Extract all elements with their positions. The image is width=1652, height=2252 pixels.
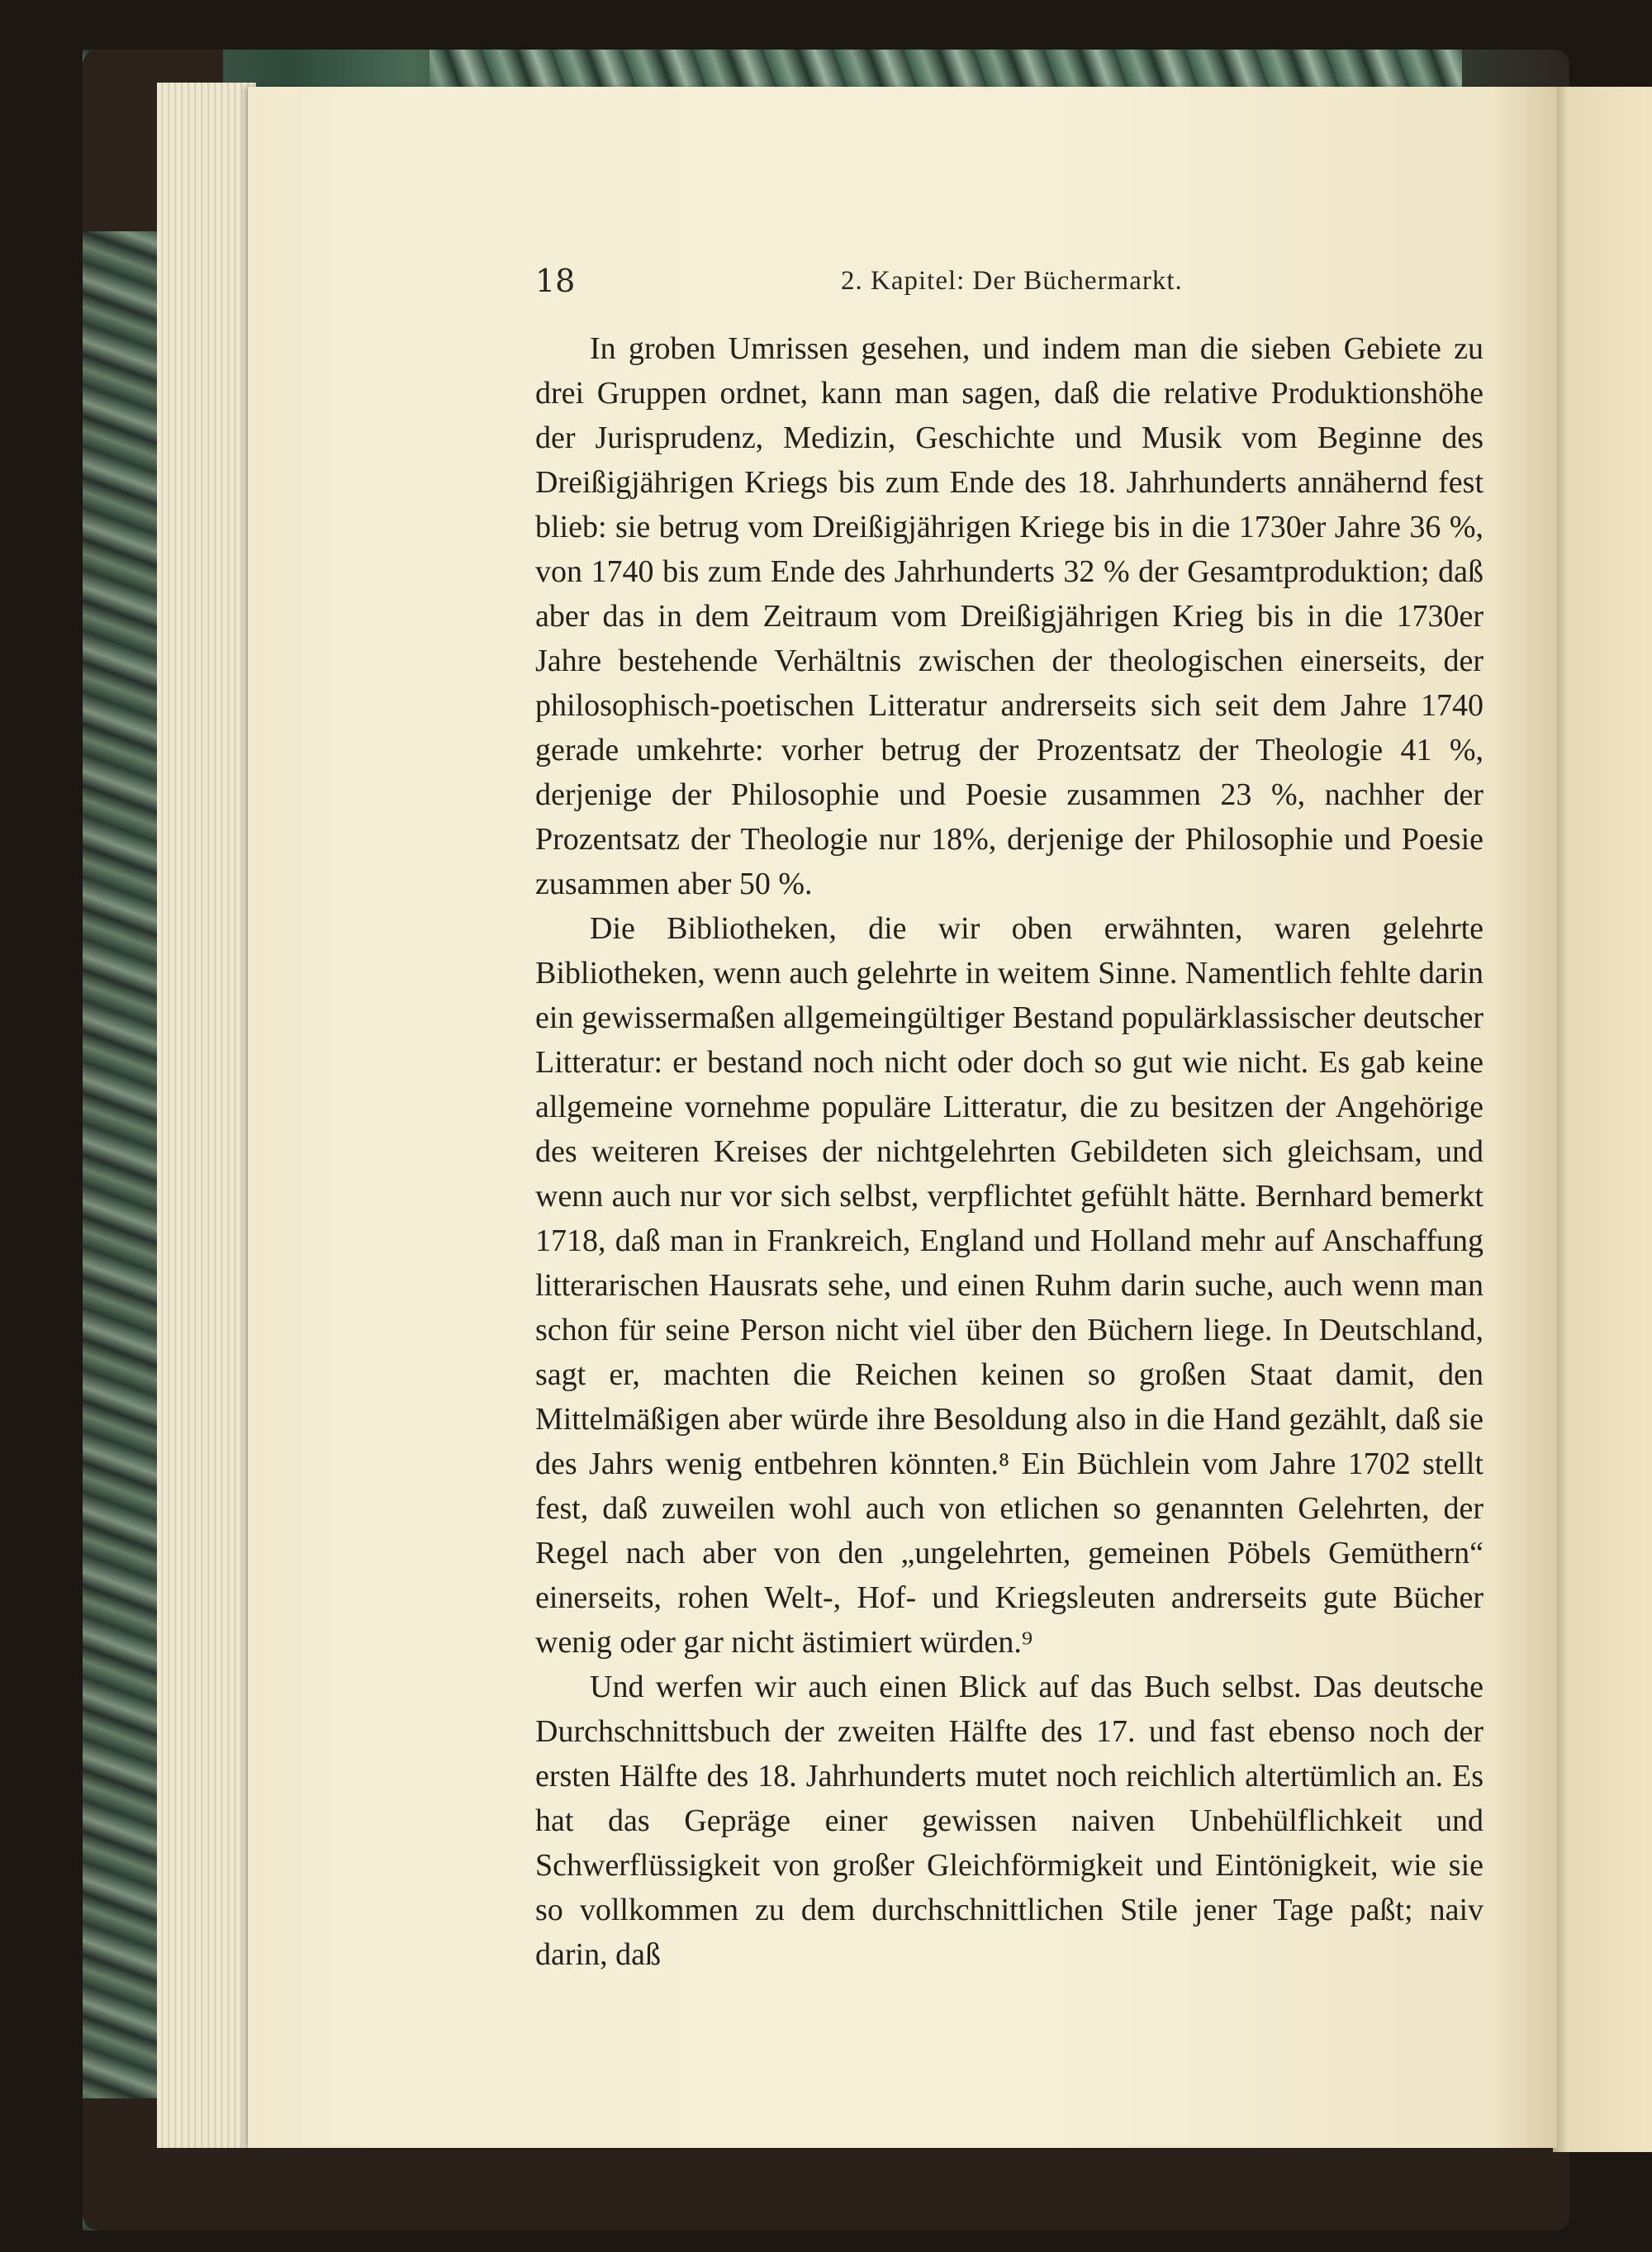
paragraph-2: Die Bibliotheken, die wir oben erwähnten, waren gelehrte Bibliotheken, wenn auch gelehrte in weitem Sinne. Namentlich fehlte darin ein gewissermaßen allgemeingültiger Bestand populärklassischer deutscher Litteratur: er bestand noch nicht oder doch so gut wie nicht. Es gab keine allgemeine vornehme populäre Litteratur, die zu besitzen der Angehörige des weiteren Kreises der nichtgelehrten Gebildeten sich gleichsam, und wenn auch nur vor sich selbst, verpflichtet gefühlt hätte. Bernhard bemerkt 1718, daß man in Frankreich, England und Holland mehr auf Anschaffung litterarischen Hausrats sehe, und einen Ruhm darin suche, auch wenn man schon für seine Person nicht viel über den Büchern liege. In Deutschland, sagt er, machten die Reichen keinen so großen Staat damit, den Mittelmäßigen aber würde ihre Besoldung also in die Hand gezählt, daß sie des Jahrs wenig entbehren könnten.⁸ Ein Büchlein vom Jahre 1702 stellt fest, daß zuweilen wohl auch von etlichen so genannten Gelehrten, der Regel nach aber von den „ungelehrten, gemeinen Pöbels Gemüthern“ einerseits, rohen Welt-, Hof- und Kriegsleuten andrerseits gute Bücher wenig oder gar nicht ästimiert würden.⁹ bbox=[535, 911, 1483, 1660]
page-number: 18 bbox=[535, 263, 576, 299]
paragraph-3: Und werfen wir auch einen Blick auf das Buch selbst. Das deutsche Durchschnittsbuch der zweiten Hälfte des 17. und fast ebenso noch der ersten Hälfte des 18. Jahrhunderts mutet noch reichlich altertümlich an. Es hat das Gepräge einer gewissen naiven Unbehülflichkeit und Schwerflüssigkeit von großer Gleichförmigkeit und Eintönigkeit, wie sie so vollkommen zu dem durchschnittlichen Stile jener Tage paßt; naiv darin, daß bbox=[535, 1670, 1483, 1972]
page-edges bbox=[157, 83, 256, 2148]
facing-page-edge bbox=[1553, 87, 1652, 2152]
page-header bbox=[535, 263, 1493, 304]
running-head: 2. Kapitel: Der Büchermarkt. bbox=[841, 266, 1183, 296]
body-text bbox=[535, 326, 1483, 1977]
paragraph-1: In groben Umrissen gesehen, und indem man die sieben Gebiete zu drei Gruppen ordnet, kann man sagen, daß die relative Produktionshöhe der Jurisprudenz, Medizin, Geschichte und Musik vom Beginne des Dreißigjährigen Kriegs bis zum Ende des 18. Jahrhunderts annähernd fest blieb: sie betrug vom Dreißigjährigen Kriege bis in die 1730er Jahre 36 %, von 1740 bis zum Ende des Jahrhunderts 32 % der Gesamtproduktion; daß aber das in dem Zeitraum vom Dreißigjährigen Krieg bis in die 1730er Jahre bestehende Verhältnis zwischen der theologischen einerseits, der philosophisch-poetischen Litteratur andrerseits sich seit dem Jahre 1740 gerade umkehrte: vorher betrug der Prozentsatz der Theologie 41 %, derjenige der Philosophie und Poesie zusammen 23 %, nachher der Prozentsatz der Theologie nur 18%, derjenige der Philosophie und Poesie zusammen aber 50 %. bbox=[535, 331, 1483, 901]
